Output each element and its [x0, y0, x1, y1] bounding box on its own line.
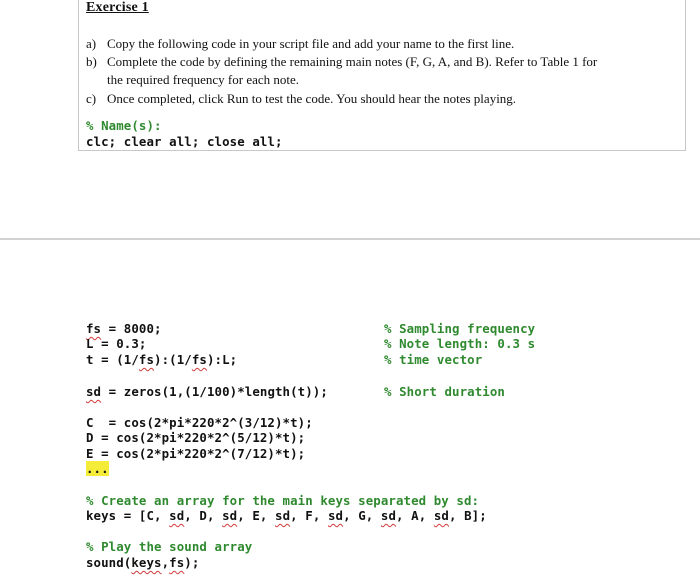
- code-keys-comment-text: % Create an array for the main keys separated by sd:: [86, 493, 480, 508]
- divider: [0, 238, 700, 240]
- highlighted-ellipsis: ...: [86, 461, 109, 476]
- code-c-line: C = cos(2*pi*220*2^(3/12)*t);: [86, 415, 313, 430]
- exercise-title: Exercise 1: [86, 0, 149, 15]
- code-t-part: ):(1/: [154, 352, 192, 367]
- code-sound-part: sound(: [86, 555, 132, 570]
- code-var-sd: sd: [169, 508, 185, 523]
- code-sound-part: ,: [161, 555, 170, 570]
- code-var-sd: sd: [222, 508, 238, 523]
- code-play-comment: % Play the sound array: [86, 539, 253, 554]
- code-sd-assign: = zeros(1,(1/100)*length(t));: [101, 384, 328, 399]
- code-name-comment: % Name(s):: [86, 118, 162, 133]
- code-keys-part: , F,: [290, 508, 328, 523]
- code-d-line: D = cos(2*pi*220*2^(5/12)*t);: [86, 430, 306, 445]
- code-keys-part: , B];: [448, 508, 487, 523]
- instruction-text: Once completed, click Run to test the code. You should hear the notes playing.: [107, 91, 517, 106]
- code-sd-comment: % Short duration: [384, 384, 505, 399]
- code-clear-line: clc; clear all; close all;: [86, 134, 283, 149]
- code-keys-comment: [86, 493, 479, 508]
- instruction-text: Copy the following code in your script file and add your name to the first line.: [107, 36, 515, 51]
- code-e-line: E = cos(2*pi*220*2^(7/12)*t);: [86, 446, 306, 461]
- code-var-sd: sd: [86, 384, 102, 399]
- code-t-comment: % time vector: [384, 352, 483, 367]
- instruction-label: a): [86, 36, 97, 51]
- code-keys-line: [86, 508, 487, 523]
- code-fs-comment: % Sampling frequency: [384, 321, 536, 336]
- code-sd-line: [86, 384, 328, 399]
- code-var-sd: sd: [327, 508, 344, 523]
- code-keys-part: , G,: [343, 508, 381, 523]
- code-var-fs: fs: [86, 321, 102, 336]
- instruction-label: b): [86, 54, 97, 69]
- instruction-label: c): [86, 91, 97, 106]
- code-t-line: [86, 352, 237, 367]
- code-var-fs: fs: [169, 555, 185, 570]
- code-l-comment: % Note length: 0.3 s: [384, 336, 536, 351]
- code-var-fs: fs: [138, 352, 155, 367]
- instruction-b-cont: the required frequency for each note.: [107, 72, 300, 87]
- instruction-text: Complete the code by defining the remaining main notes (F, G, A, and B). Refer to Table 1 for: [107, 54, 598, 69]
- code-fs-assign: = 8000;: [101, 321, 162, 336]
- code-var-fs: fs: [191, 352, 207, 367]
- code-ellipsis: [86, 461, 109, 476]
- code-sound-part: );: [184, 555, 200, 570]
- code-keys-part: , E,: [237, 508, 276, 523]
- code-keys-part: , A,: [396, 508, 434, 523]
- code-keys-part: keys = [C,: [86, 508, 170, 523]
- code-var-sd: sd: [433, 508, 449, 523]
- code-var-sd: sd: [380, 508, 397, 523]
- code-fs-line: [86, 321, 162, 336]
- code-t-part: t = (1/: [86, 352, 139, 367]
- code-sound-line: [86, 555, 199, 570]
- code-var-sd: sd: [275, 508, 291, 523]
- code-var-keys: keys: [131, 555, 162, 570]
- code-l-line: L = 0.3;: [86, 336, 147, 351]
- code-keys-part: , D,: [184, 508, 223, 523]
- code-t-part: ):L;: [206, 352, 238, 367]
